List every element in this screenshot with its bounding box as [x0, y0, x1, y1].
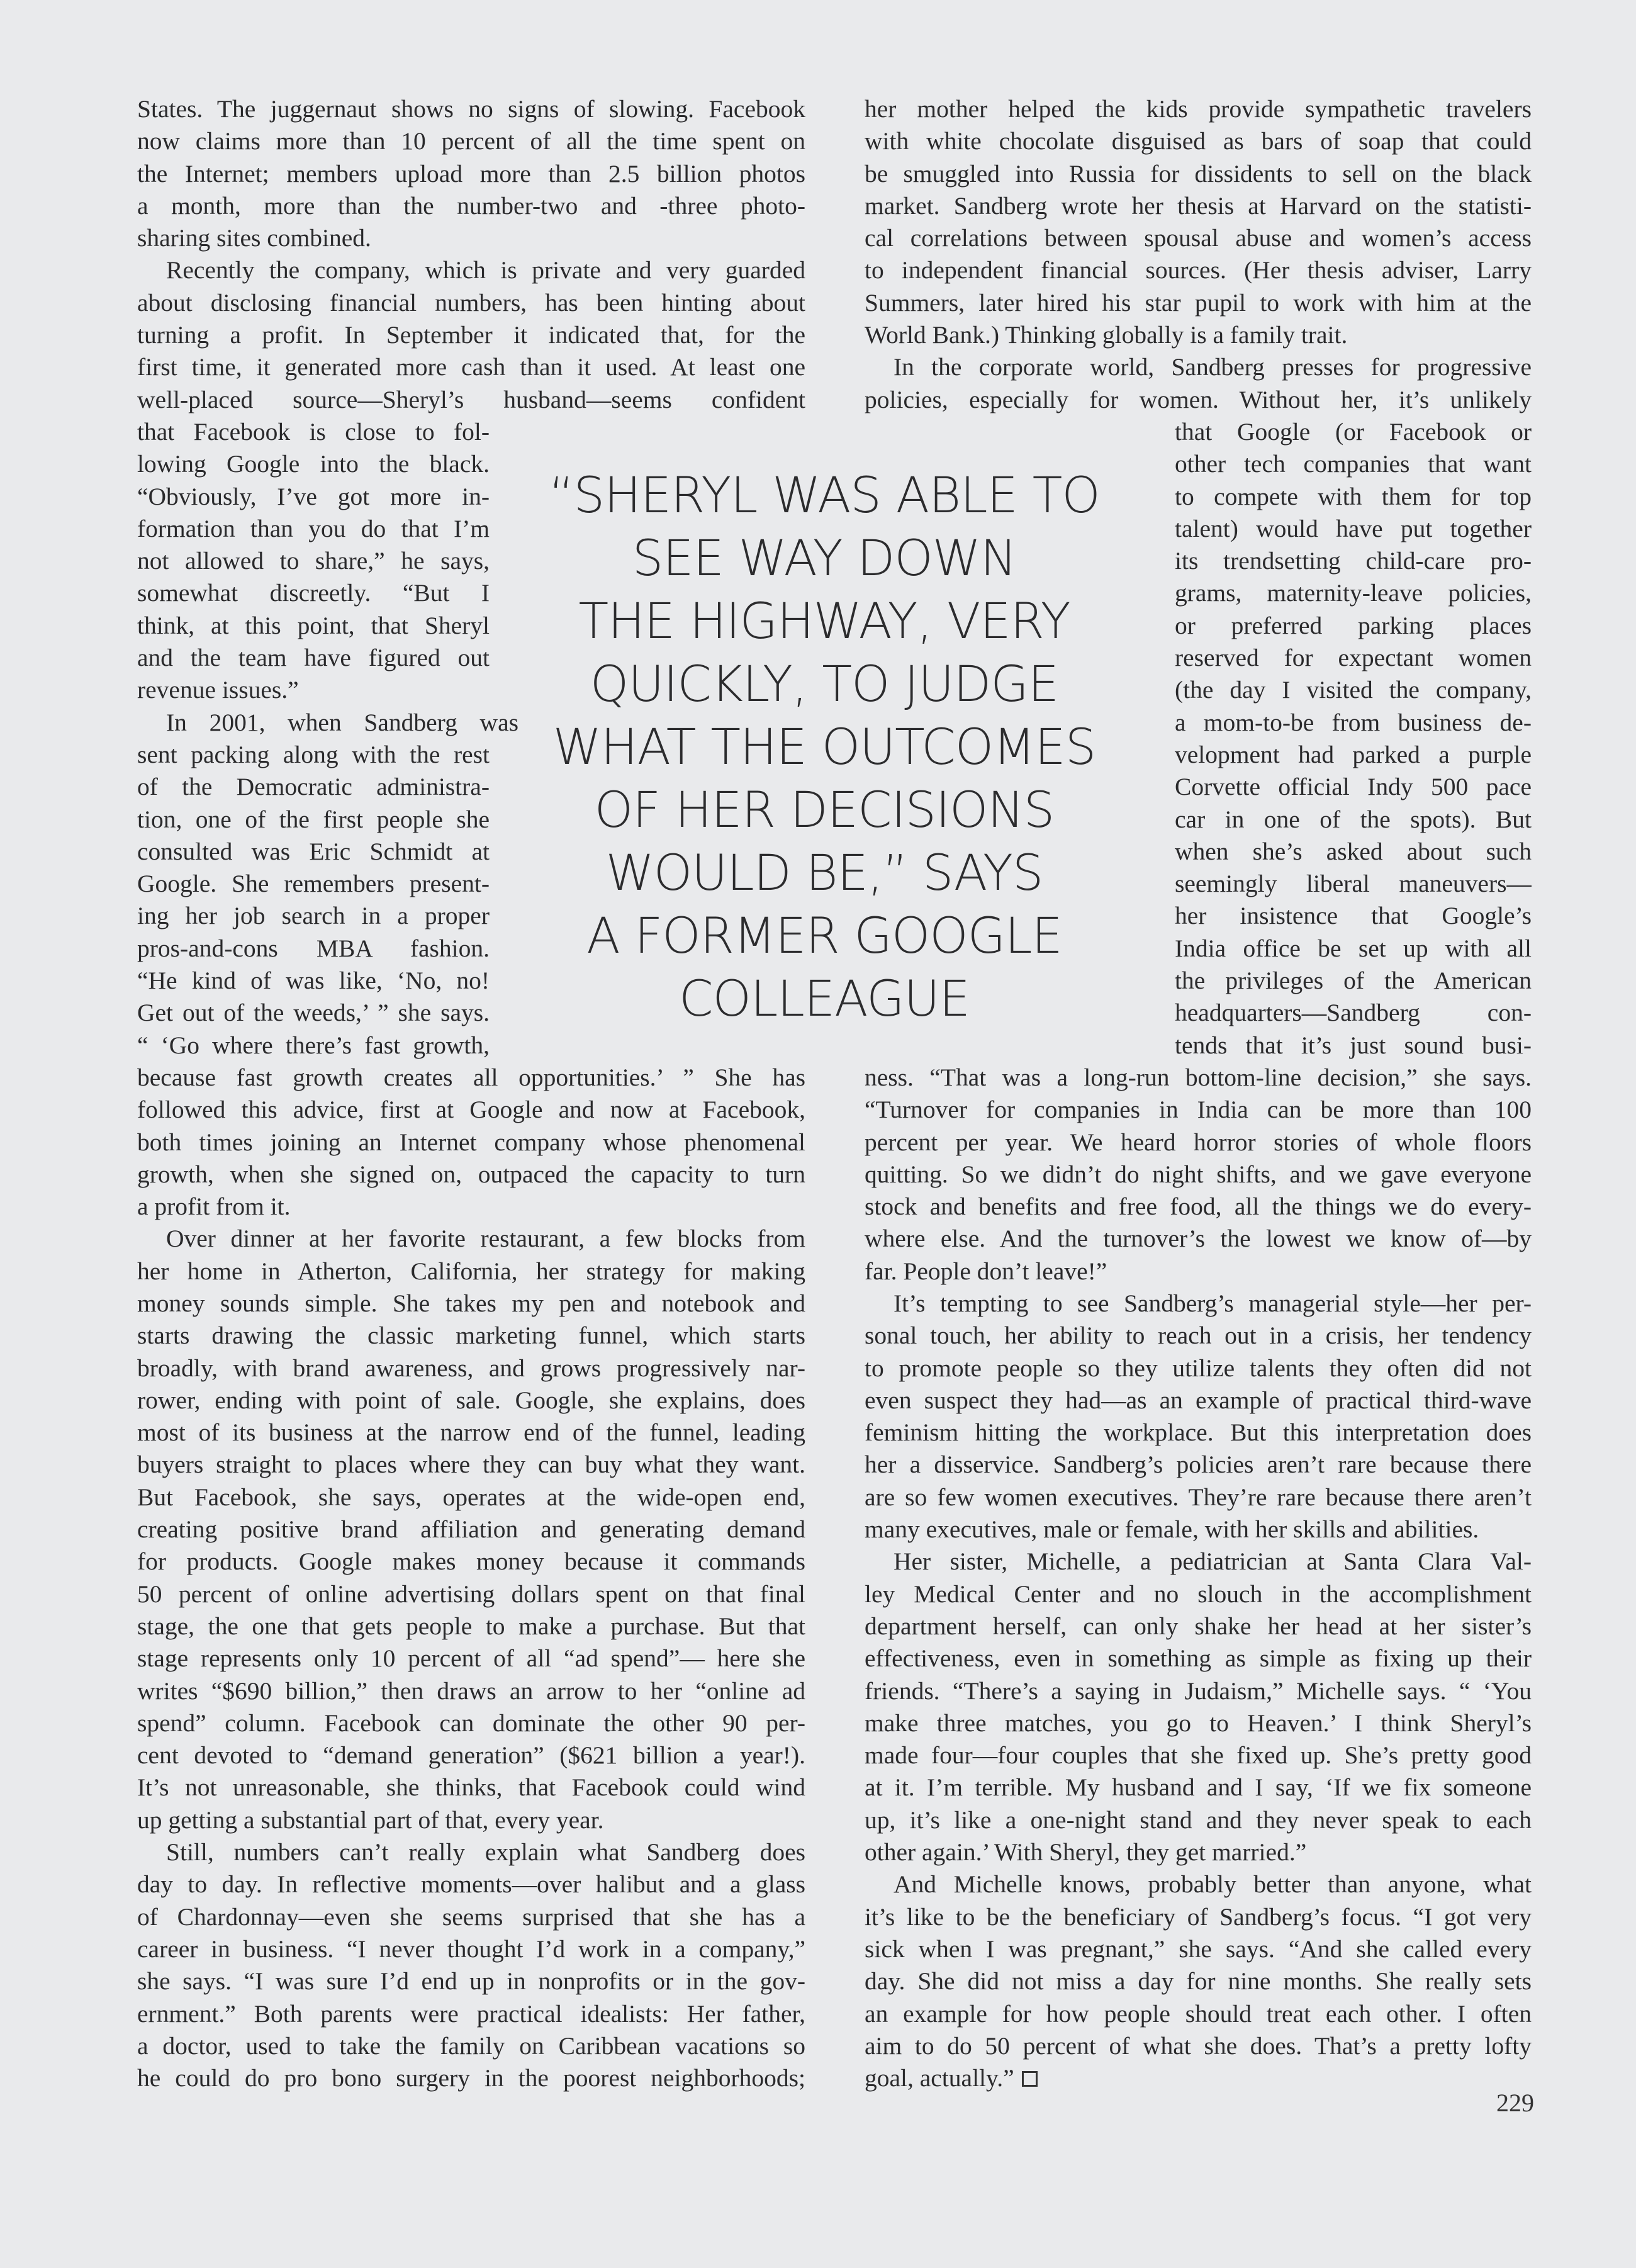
text-line: or preferred parking places: [1175, 611, 1532, 639]
text-line: creating positive brand affiliation and generating demand: [137, 1515, 805, 1544]
pull-quote-line: A FORMER GOOGLE: [586, 908, 1062, 965]
end-of-article-mark: [1022, 2071, 1038, 2087]
text-line: a mom-to-be from business de-: [1175, 708, 1532, 736]
pull-quote: [529, 464, 1120, 1031]
text-line: make three matches, you go to Heaven.’ I think Sheryl’s: [865, 1709, 1532, 1737]
text-line: a month, more than the number-two and -three photo-: [137, 191, 805, 220]
left-text-column: [137, 93, 805, 2094]
text-line: car in one of the spots). But: [1175, 805, 1532, 833]
text-line: consulted was Eric Schmidt at: [137, 837, 490, 865]
text-line: stock and benefits and free food, all the things we do every-: [865, 1193, 1532, 1221]
text-line: Recently the company, which is private and very guarded: [166, 256, 805, 284]
pull-quote-line: QUICKLY, TO JUDGE: [590, 656, 1059, 713]
text-line: day. She did not miss a day for nine months. She really sets: [865, 1967, 1532, 1996]
text-line: States. The juggernaut shows no signs of slowing. Facebook: [137, 95, 805, 123]
text-line: spend” column. Facebook can dominate the other 90 per-: [137, 1709, 805, 1737]
text-line: even suspect they had—as an example of practical third-wave: [865, 1386, 1532, 1414]
pull-quote-line: COLLEAGUE: [679, 971, 970, 1028]
text-line: Google. She remembers present-: [137, 870, 490, 898]
text-line: because fast growth creates all opportunities.’ ” She has: [137, 1063, 805, 1091]
text-line: Still, numbers can’t really explain what Sandberg does: [166, 1838, 805, 1867]
pull-quote-line: “SHERYL WAS ABLE TO: [549, 468, 1100, 524]
text-line: now claims more than 10 percent of all the time spent on: [137, 127, 805, 155]
text-line: seemingly liberal maneuvers—: [1175, 870, 1532, 898]
text-line: “He kind of was like, ‘No, no!: [137, 967, 490, 995]
text-line: day to day. In reflective moments—over halibut and a glass: [137, 1870, 805, 1899]
text-line: cal correlations between spousal abuse and women’s access: [865, 224, 1532, 252]
text-line: sharing sites combined.: [137, 224, 371, 252]
text-line: that Facebook is close to fol-: [137, 417, 490, 446]
text-line: somewhat discreetly. “But I: [137, 579, 490, 607]
text-line: other again.’ With Sheryl, they get married.”: [865, 1838, 1307, 1867]
text-line: the Internet; members upload more than 2.5 billion photos: [137, 159, 805, 188]
text-line: ing her job search in a proper: [137, 902, 490, 930]
text-line: In the corporate world, Sandberg presses for progressive: [894, 353, 1532, 381]
text-line: tends that it’s just sound busi-: [1175, 1031, 1532, 1059]
text-line: “Turnover for companies in India can be more than 100: [865, 1096, 1532, 1124]
text-line: an example for how people should treat each other. I often: [865, 1999, 1532, 2028]
text-line: ley Medical Center and no slouch in the accomplishment: [865, 1580, 1532, 1608]
text-line: sent packing along with the rest: [137, 740, 490, 768]
page-number: 229: [1496, 2089, 1534, 2117]
text-line: growth, when she signed on, outpaced the capacity to turn: [137, 1160, 805, 1188]
text-line: “ ‘Go where there’s fast growth,: [137, 1031, 490, 1059]
text-line: Summers, later hired his star pupil to work with him at the: [865, 288, 1532, 317]
text-line: when she’s asked about such: [1175, 837, 1532, 865]
pull-quote-line: SEE WAY DOWN: [632, 531, 1017, 587]
text-line: broadly, with brand awareness, and grows progressively nar-: [137, 1354, 805, 1382]
text-line: aim to do 50 percent of what she does. That’s a pretty lofty: [865, 2031, 1532, 2060]
text-line: first time, it generated more cash than it used. At least one: [137, 353, 805, 381]
text-line: 50 percent of online advertising dollars spent on that final: [137, 1580, 805, 1608]
text-line: headquarters—Sandberg con-: [1175, 999, 1532, 1027]
pull-quote-line: WOULD BE,” SAYS: [605, 845, 1043, 902]
text-line: she says. “I was sure I’d end up in nonprofits or in the gov-: [137, 1967, 805, 1996]
text-line: market. Sandberg wrote her thesis at Harvard on the statisti-: [865, 191, 1532, 220]
text-line: about disclosing financial numbers, has been hinting about: [137, 288, 805, 317]
text-line: turning a profit. In September it indicated that, for the: [137, 321, 805, 349]
text-line: Get out of the weeds,’ ” she says.: [137, 999, 490, 1027]
pull-quote-line: OF HER DECISIONS: [594, 782, 1055, 839]
text-line: World Bank.) Thinking globally is a family trait.: [865, 321, 1348, 349]
text-line: It’s not unreasonable, she thinks, that Facebook could wind: [137, 1773, 805, 1802]
text-line: reserved for expectant women: [1175, 644, 1532, 672]
text-line: with white chocolate disguised as bars of soap that could: [865, 127, 1532, 155]
text-line: of the Democratic administra-: [137, 773, 490, 801]
text-line: her mother helped the kids provide sympathetic travelers: [865, 95, 1532, 123]
text-line: up, it’s like a one-night stand and they never speak to each: [865, 1805, 1532, 1834]
text-line: money sounds simple. She takes my pen and notebook and: [137, 1289, 805, 1317]
text-line: starts drawing the classic marketing funnel, which starts: [137, 1322, 805, 1350]
text-line: sonal touch, her ability to reach out in a crisis, her tendency: [865, 1322, 1532, 1350]
text-line: India office be set up with all: [1175, 934, 1532, 962]
text-line: for products. Google makes money because it commands: [137, 1547, 805, 1576]
text-line: to compete with them for top: [1175, 482, 1532, 510]
text-line: think, at this point, that Sheryl: [137, 611, 490, 639]
text-line: “Obviously, I’ve got more in-: [137, 482, 490, 510]
text-line: formation than you do that I’m: [137, 514, 490, 542]
text-line: quitting. So we didn’t do night shifts, and we gave everyone: [865, 1160, 1532, 1188]
text-line: ness. “That was a long-run bottom-line decision,” she says.: [865, 1063, 1532, 1091]
text-line: sick when I was pregnant,” she says. “And she called every: [865, 1934, 1532, 1963]
text-line: But Facebook, she says, operates at the wide-open end,: [137, 1483, 805, 1511]
text-line: buyers straight to places where they can buy what they want.: [137, 1451, 805, 1479]
text-line: at it. I’m terrible. My husband and I say, ‘If we fix someone: [865, 1773, 1532, 1802]
text-line: not allowed to share,” he says,: [137, 547, 490, 575]
text-line: talent) would have put together: [1175, 514, 1532, 542]
text-line: career in business. “I never thought I’d work in a company,”: [137, 1934, 805, 1963]
text-line: feminism hitting the workplace. But this interpretation does: [865, 1418, 1532, 1447]
text-line: revenue issues.”: [137, 676, 299, 704]
text-line: most of its business at the narrow end of the funnel, leading: [137, 1418, 805, 1447]
text-line: he could do pro bono surgery in the poorest neighborhoods;: [137, 2064, 805, 2092]
text-line: many executives, male or female, with her skills and abilities.: [865, 1515, 1479, 1544]
text-line: lowing Google into the black.: [137, 450, 490, 478]
text-line: velopment had parked a purple: [1175, 740, 1532, 768]
text-line: friends. “There’s a saying in Judaism,” Michelle says. “ ‘You: [865, 1676, 1532, 1705]
text-line: its trendsetting child-care pro-: [1175, 547, 1532, 575]
text-line: grams, maternity-leave policies,: [1175, 579, 1532, 607]
text-line: And Michelle knows, probably better than anyone, what: [894, 1870, 1532, 1899]
text-line: writes “$690 billion,” then draws an arrow to her “online ad: [137, 1676, 805, 1705]
text-line: Over dinner at her favorite restaurant, a few blocks from: [166, 1225, 805, 1253]
pull-quote-line: WHAT THE OUTCOMES: [552, 719, 1096, 776]
text-line: far. People don’t leave!”: [865, 1257, 1107, 1285]
text-line: cent devoted to “demand generation” ($621 billion a year!).: [137, 1741, 805, 1770]
text-line: Corvette official Indy 500 pace: [1175, 773, 1532, 801]
text-line: be smuggled into Russia for dissidents to sell on the black: [865, 159, 1532, 188]
right-text-column: [865, 93, 1532, 2094]
text-line: department herself, can only shake her head at her sister’s: [865, 1612, 1532, 1640]
text-line: to promote people so they utilize talents they often did not: [865, 1354, 1532, 1382]
text-line: ernment.” Both parents were practical idealists: Her father,: [137, 1999, 805, 2028]
text-line: that Google (or Facebook or: [1175, 417, 1532, 446]
text-line: effectiveness, even in something as simple as fixing up their: [865, 1644, 1532, 1673]
text-line: made four—four couples that she fixed up. She’s pretty good: [865, 1741, 1532, 1770]
text-line: and the team have figured out: [137, 644, 490, 672]
text-line: where else. And the turnover’s the lowest we know of—by: [865, 1225, 1532, 1253]
text-line: stage, the one that gets people to make a purchase. But that: [137, 1612, 805, 1640]
text-line: stage represents only 10 percent of all “ad spend”— here she: [137, 1644, 805, 1673]
text-line: both times joining an Internet company whose phenomenal: [137, 1128, 805, 1156]
text-line: her home in Atherton, California, her strategy for making: [137, 1257, 805, 1285]
text-line: it’s like to be the beneficiary of Sandberg’s focus. “I got very: [865, 1902, 1532, 1931]
text-line: percent per year. We heard horror stories of whole floors: [865, 1128, 1532, 1156]
text-line: up getting a substantial part of that, every year.: [137, 1805, 604, 1834]
text-line: well-placed source—Sheryl’s husband—seems confident: [137, 385, 805, 413]
text-line: the privileges of the American: [1175, 967, 1532, 995]
text-line: a profit from it.: [137, 1193, 291, 1221]
text-line: tion, one of the first people she: [137, 805, 490, 833]
pull-quote-line: THE HIGHWAY, VERY: [578, 593, 1070, 650]
text-line: Her sister, Michelle, a pediatrician at Santa Clara Val-: [894, 1547, 1532, 1576]
text-line: her insistence that Google’s: [1175, 902, 1532, 930]
text-line: to independent financial sources. (Her thesis adviser, Larry: [865, 256, 1532, 284]
text-line: goal, actually.”: [865, 2062, 1532, 2094]
text-line: It’s tempting to see Sandberg’s managerial style—her per-: [894, 1289, 1532, 1317]
text-line: policies, especially for women. Without her, it’s unlikely: [865, 385, 1532, 413]
text-line: her a disservice. Sandberg’s policies aren’t rare because there: [865, 1451, 1532, 1479]
text-line: (the day I visited the company,: [1175, 676, 1532, 704]
text-line: rower, ending with point of sale. Google, she explains, does: [137, 1386, 805, 1414]
text-line: of Chardonnay—even she seems surprised that she has a: [137, 1902, 805, 1931]
text-line: In 2001, when Sandberg was: [166, 708, 518, 736]
text-line: other tech companies that want: [1175, 450, 1532, 478]
text-line: followed this advice, first at Google and now at Facebook,: [137, 1096, 805, 1124]
text-line: are so few women executives. They’re rare because there aren’t: [865, 1483, 1532, 1511]
text-line: pros-and-cons MBA fashion.: [137, 934, 490, 962]
text-line: a doctor, used to take the family on Caribbean vacations so: [137, 2031, 805, 2060]
